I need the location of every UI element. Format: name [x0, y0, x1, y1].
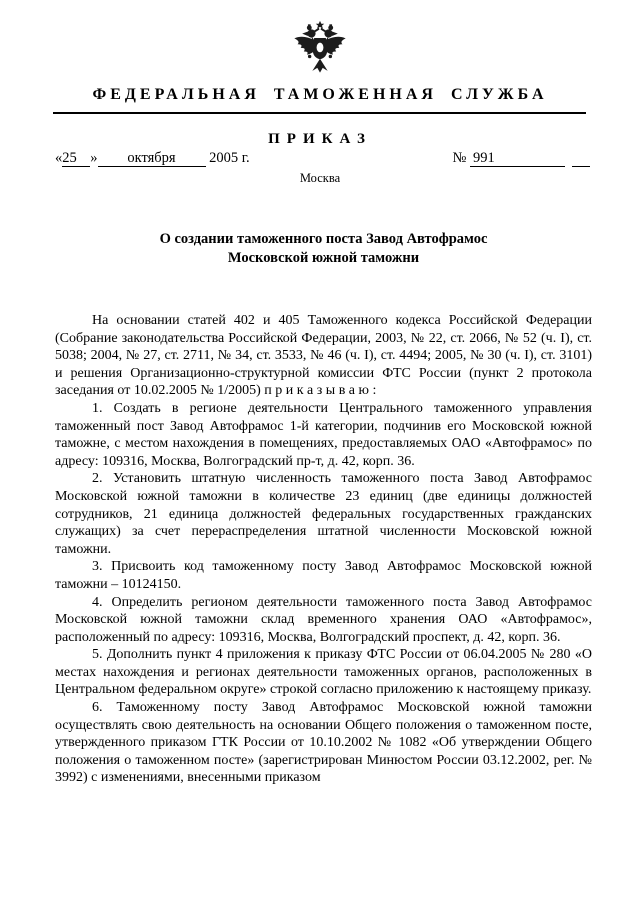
body-paragraph-preamble: На основании статей 402 и 405 Таможенного кодекса Российской Федерации (Собрание законодательства Российской Федерации, 2003, № 22, ст. 2066, № 52 (ч. I), ст. 5038; 2004, № 27, ст. 2711, № 34, ст. 3533, № 46 (ч. I), ст. 4494; 2005, № 30 (ч. I), ст. 3101) и решения Организационно-структурной комиссии ФТС России (пункт 2 протокола заседания от 10.02.2005 № 1/2005) п р и к а з ы в а ю : — [55, 313, 592, 399]
date-field — [55, 150, 250, 167]
city-label: Москва — [299, 171, 341, 185]
date-close-quote: » — [90, 150, 98, 166]
number-label: № — [452, 150, 467, 166]
doc-title-line1: О создании таможенного поста Завод Автофрамос — [159, 231, 488, 247]
date-day: 25 — [62, 151, 90, 167]
number-value: 991 — [470, 151, 565, 167]
org-name: ФЕДЕРАЛЬНАЯ ТАМОЖЕННАЯ СЛУЖБА — [92, 86, 548, 103]
body-paragraph-item-6: 6. Таможенному посту Завод Автофрамос Московской южной таможни осуществлять свою деятельность на основании Общего положения о таможенном посте, утвержденного приказом ГТК России от 10.10.2002 № 1082 «Об утверждении Общего положения о таможенном посте» (зарегистрирован Минюстом России 03.12.2002, рег. № 3992) с изменениями, внесенными приказом — [55, 700, 592, 786]
date-open-quote: « — [55, 150, 63, 166]
body-paragraph-item-3: 3. Присвоить код таможенному посту Завод Автофрамос Московской южной таможни – 10124150. — [55, 559, 592, 592]
date-month: октября — [98, 151, 206, 167]
body-paragraph-item-1: 1. Создать в регионе деятельности Центрального таможенного управления таможенный пост Завод Автофрамос 1-й категории, подчинив его Московской южной таможне, с местом нахождения в помещениях, предоставляемых ОАО «Автофрамос» по адресу: 109316, Москва, Волгоградский пр-т, д. 42, корп. 36. — [55, 400, 592, 469]
date-year: 2005 г. — [209, 150, 250, 166]
header-rule — [53, 112, 586, 114]
doc-title-line2: Московской южной таможни — [227, 250, 420, 266]
body-paragraph-item-5: 5. Дополнить пункт 4 приложения к приказу ФТС России от 06.04.2005 № 280 «О местах нахождения и регионах деятельности таможенных органов, расположенных в Центральном федеральном округе» строкой согласно приложению к настоящему приказу. — [55, 647, 592, 698]
number-underline-extension — [572, 166, 590, 167]
order-body — [55, 312, 592, 787]
number-field — [453, 150, 590, 167]
body-paragraph-item-2: 2. Установить штатную численность таможенного поста Завод Автофрамос Московской южной таможни в количестве 23 единиц (две единицы должностей сотрудников, 21 единица должностей федеральных государственных гражданских служащих) за счет перераспределения штатной численности Московской южной таможни. — [55, 471, 592, 557]
coat-of-arms-icon — [0, 20, 640, 74]
doc-title — [55, 230, 592, 268]
date-number-row — [55, 150, 590, 167]
doc-type-title: ПРИКАЗ — [268, 131, 372, 147]
body-paragraph-item-4: 4. Определить регионом деятельности таможенного поста Завод Автофрамос Московской южной таможни склад временного хранения ОАО «Автофрамос», расположенный по адресу: 109316, Москва, Волгоградский проспект, д. 42, корп. 36. — [55, 594, 592, 645]
